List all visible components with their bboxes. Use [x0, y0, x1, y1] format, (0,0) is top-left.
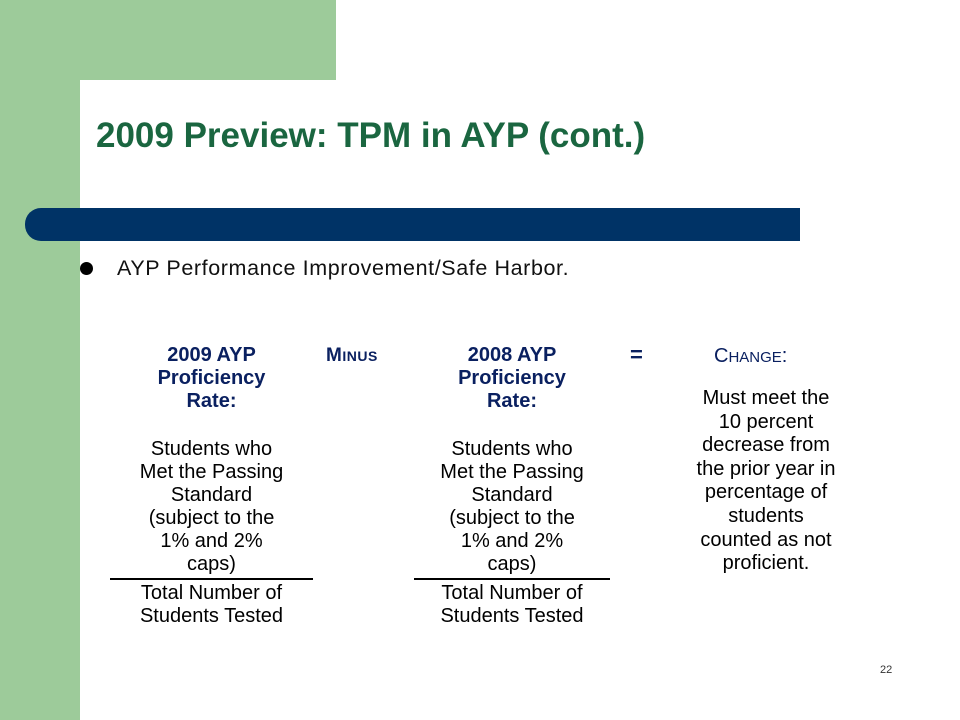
minus-first-letter: M [326, 345, 343, 366]
minus-operator [326, 345, 378, 367]
change-colon: : [781, 345, 788, 367]
title-divider-bar [25, 208, 800, 241]
slide-title: 2009 Preview: TPM in AYP (cont.) [96, 116, 646, 155]
change-description: Must meet the 10 percent decrease from the prior year in percentage of students counted as not proficient. [696, 387, 836, 575]
formula-left-term [110, 344, 313, 628]
left-fraction-bar [110, 578, 313, 580]
change-first-letter: C [714, 345, 729, 367]
right-term-heading: 2008 AYP Proficiency Rate: [458, 344, 566, 412]
left-term-numerator: Students who Met the Passing Standard (subject to the 1% and 2% caps) [139, 438, 284, 575]
bullet-dot-icon [80, 262, 93, 275]
page-number: 22 [880, 664, 893, 676]
right-fraction-bar [414, 578, 610, 580]
right-term-numerator: Students who Met the Passing Standard (subject to the 1% and 2% caps) [440, 438, 584, 575]
change-heading [714, 345, 787, 368]
right-term-denominator: Total Number of Students Tested [440, 582, 584, 627]
bullet-text: AYP Performance Improvement/Safe Harbor. [117, 255, 570, 280]
top-green-band [80, 0, 336, 80]
minus-rest-letters: INUS [342, 348, 378, 364]
bullet-item [80, 252, 569, 284]
formula-right-term [414, 344, 610, 628]
change-rest-letters: HANGE [728, 349, 782, 366]
left-term-denominator: Total Number of Students Tested [139, 582, 284, 627]
left-term-heading: 2009 AYP Proficiency Rate: [157, 344, 266, 412]
equals-operator: = [630, 342, 643, 367]
left-green-band [0, 0, 80, 720]
